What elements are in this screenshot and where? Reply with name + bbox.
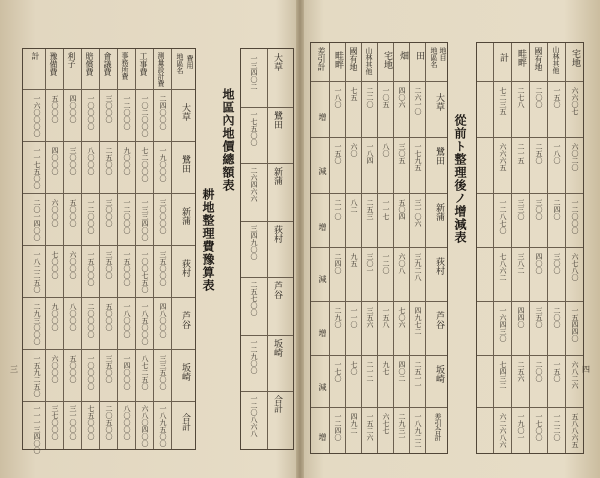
budget-cell: 八〇〇〇 xyxy=(69,303,77,331)
total-value: 一三四〇二 xyxy=(250,55,258,90)
change-cell: 減 xyxy=(318,383,327,391)
budget-row-name: 利子 xyxy=(67,52,76,68)
change-cell: 八〇 xyxy=(382,143,390,157)
budget-cell: 一五〇〇〇 xyxy=(87,251,95,286)
land-cell: 二四〇 xyxy=(553,199,561,220)
budget-cell: 五〇〇〇 xyxy=(69,199,77,227)
land-cell: 二五六 xyxy=(517,361,525,382)
land-cell: 三〇〇 xyxy=(535,199,543,220)
change-header: 大草 xyxy=(434,93,444,111)
change-row-name: 宅地 xyxy=(382,51,392,69)
change-cell: 五〇四 xyxy=(398,199,406,220)
land-row-name: 宅地 xyxy=(570,49,580,67)
change-cell: 六〇 xyxy=(350,143,358,157)
change-header: 坂崎 xyxy=(434,365,444,383)
land-cell: 六八二六 xyxy=(571,361,579,389)
change-cell: 六七七 xyxy=(382,413,390,434)
budget-row-name: 豫備費 xyxy=(49,52,58,76)
change-row-name: 國有地 xyxy=(349,47,358,71)
total-value: 一二〇八六八 xyxy=(250,395,258,437)
change-row-name: 畑 xyxy=(398,51,408,60)
budget-cell: 二九三〇〇〇 xyxy=(33,303,41,345)
change-cell: 二九〇 xyxy=(334,307,342,328)
land-cell: 二〇〇 xyxy=(535,87,543,108)
change-cell: 二一二 xyxy=(366,361,374,382)
budget-cell: 三三五〇〇 xyxy=(159,355,167,390)
budget-cell: 一八〇〇〇 xyxy=(123,303,131,338)
change-cell: 一八九二二 xyxy=(414,413,422,448)
change-cell: 三九二八 xyxy=(414,253,422,281)
total-header: 合計 xyxy=(272,395,282,413)
change-row-label: 地目 xyxy=(439,47,447,61)
change-cell: 七五 xyxy=(350,87,358,101)
change-cell: 四九七二 xyxy=(414,307,422,335)
budget-cell: 一八五〇〇〇 xyxy=(141,303,149,345)
budget-row-name: 計 xyxy=(31,52,40,60)
change-cell: 增 xyxy=(318,433,327,441)
change-cell: 九五 xyxy=(350,253,358,267)
land-cell: 三〇〇 xyxy=(553,253,561,274)
right-page-number: 四 xyxy=(582,365,590,374)
change-cell: 九七 xyxy=(382,361,390,375)
budget-cell: 四〇〇〇 xyxy=(69,95,77,123)
change-cell: 一五〇 xyxy=(334,143,342,164)
budget-cell: 七〇〇〇 xyxy=(51,251,59,279)
budget-cell: 一〇〇〇〇 xyxy=(87,95,95,130)
budget-cell: 六〇〇〇 xyxy=(51,355,59,383)
budget-cell: 一二〇〇〇 xyxy=(87,199,95,234)
change-cell: 八二 xyxy=(350,199,358,213)
budget-cell: 三五〇〇 xyxy=(105,251,113,279)
change-cell: 減 xyxy=(318,167,327,175)
budget-cell: 六〇〇〇 xyxy=(51,199,59,227)
change-cell: 六〇八 xyxy=(398,253,406,274)
budget-cell: 一四〇〇〇 xyxy=(123,355,131,390)
budget-cell: 三五〇〇〇 xyxy=(159,251,167,286)
change-cell: 三一〇六 xyxy=(414,199,422,227)
change-cell: 增 xyxy=(318,329,327,337)
change-cell: 二五一一 xyxy=(414,361,422,389)
total-header: 大草 xyxy=(272,53,282,71)
budget-header: 芦谷 xyxy=(180,311,190,329)
budget-header: 新蒲 xyxy=(180,207,190,225)
budget-cell: 一〇〇〇〇 xyxy=(87,355,95,390)
budget-cell: 一六〇〇〇〇 xyxy=(33,95,41,137)
change-row-name: 田 xyxy=(414,51,424,60)
budget-cell: 四八〇〇〇 xyxy=(159,303,167,338)
change-header: 差引合計 xyxy=(434,413,442,441)
land-cell: 三三〇 xyxy=(517,199,525,220)
land-cell: 一二〇〇〇 xyxy=(571,199,579,234)
budget-header: 大草 xyxy=(180,103,190,121)
change-cell: 四〇六 xyxy=(398,87,406,108)
budget-cell: 一五〇〇〇 xyxy=(123,251,131,286)
left-page xyxy=(10,18,296,460)
budget-cell: 三〇〇〇 xyxy=(105,199,113,227)
land-row-name: 山林其他 xyxy=(552,46,560,74)
budget-header: 坂崎 xyxy=(180,363,190,381)
budget-cell: 一二〇〇〇 xyxy=(123,95,131,130)
budget-cell: 五〇〇〇 xyxy=(105,303,113,331)
change-row-name: 畦畔 xyxy=(333,51,343,69)
change-table xyxy=(310,42,448,454)
land-cell: 一二八七〇 xyxy=(499,199,507,234)
change-cell: 七〇 xyxy=(350,361,358,375)
land-row-name: 國有地 xyxy=(534,47,543,71)
budget-cell: 一二〇〇〇 xyxy=(123,199,131,234)
land-cell: 一五〇 xyxy=(553,87,561,108)
budget-cell: 一八二二五〇 xyxy=(33,251,41,293)
budget-cell: 七二〇〇〇 xyxy=(141,147,149,182)
total-value: 二六四六六 xyxy=(250,167,258,202)
budget-cell: 二〇一四〇〇 xyxy=(33,199,41,241)
budget-row-name: 工事費 xyxy=(139,52,148,76)
budget-cell: 六八〇四〇〇 xyxy=(141,405,149,447)
change-cell: 一二〇 xyxy=(382,253,390,274)
change-cell: 二四〇 xyxy=(334,253,342,274)
land-cell: 二一五 xyxy=(517,143,525,164)
total-value-table xyxy=(240,48,294,450)
change-cell: 增 xyxy=(318,113,327,121)
change-header: 芦谷 xyxy=(434,311,444,329)
total-header: 荻村 xyxy=(272,225,282,243)
budget-cell: 九〇〇〇 xyxy=(51,303,59,331)
land-cell: 一六四三〇 xyxy=(499,307,507,342)
change-cell: 一一七 xyxy=(382,199,390,220)
budget-cell: 五〇〇〇 xyxy=(69,355,77,383)
land-cell: 四四〇 xyxy=(517,307,525,328)
budget-row-name: 事務所費 xyxy=(121,52,129,80)
budget-cell: 三五〇〇 xyxy=(105,355,113,383)
budget-cell: 一〇二〇〇〇 xyxy=(141,95,149,137)
land-cell: 六六六五 xyxy=(499,143,507,171)
land-area-table xyxy=(476,42,584,454)
budget-corner: 地區名 xyxy=(176,53,184,74)
change-cell: 一八四 xyxy=(366,143,374,164)
change-cell: 二九三一 xyxy=(398,413,406,441)
change-cell: 七〇六 xyxy=(398,307,406,328)
land-cell: 一二二〇 xyxy=(553,413,561,441)
change-cell: 三五六 xyxy=(366,307,374,328)
land-cell: 二七八 xyxy=(517,87,525,108)
change-cell: 四九二 xyxy=(350,413,358,434)
budget-cell: 三〇〇〇 xyxy=(105,95,113,123)
budget-table-title: 耕地整理費豫算表 xyxy=(201,188,215,292)
change-cell: 一五八 xyxy=(382,307,390,328)
total-table-title: 地區內地價總額表 xyxy=(221,88,235,192)
change-row-name: 山林其他 xyxy=(365,47,373,75)
land-cell: 二〇〇 xyxy=(535,361,543,382)
budget-cell: 四〇〇〇 xyxy=(51,147,59,175)
change-cell: 三〇一 xyxy=(366,253,374,274)
budget-cell: 二五〇〇 xyxy=(105,147,113,175)
change-cell: 二一〇 xyxy=(334,199,342,220)
budget-cell: 三七〇〇〇 xyxy=(51,405,59,440)
change-header: 鷺田 xyxy=(434,147,444,165)
budget-cell: 二〇五〇〇 xyxy=(105,405,113,440)
budget-cell: 一〇〇七五〇 xyxy=(141,251,149,293)
budget-cell: 一九〇〇〇 xyxy=(159,147,167,182)
total-header: 鷺田 xyxy=(272,111,282,129)
budget-table xyxy=(22,48,196,454)
budget-cell: 一八九五〇〇 xyxy=(159,405,167,447)
change-cell: 三〇五 xyxy=(398,143,406,164)
change-cell: 一一〇 xyxy=(350,307,358,328)
land-cell: 二〇〇 xyxy=(553,307,561,328)
land-row-name: 計 xyxy=(498,53,508,62)
change-cell: 一五二六 xyxy=(366,413,374,441)
budget-cell: 九〇〇〇 xyxy=(123,147,131,175)
budget-cell: 八七二五〇 xyxy=(141,355,149,390)
total-value: 一七五〇〇 xyxy=(250,111,258,146)
land-cell: 一九〇一 xyxy=(517,413,525,441)
change-cell: 一八〇 xyxy=(334,87,342,108)
land-cell: 一五四四〇 xyxy=(571,307,579,342)
budget-row-label: 費用 xyxy=(186,55,194,69)
land-cell: 六二六八六 xyxy=(499,413,507,448)
change-cell: 一七九五 xyxy=(414,143,422,171)
total-header: 坂崎 xyxy=(272,339,282,357)
total-value: 三四九〇〇 xyxy=(250,225,258,260)
budget-cell: 一一一三四〇〇 xyxy=(33,405,41,454)
budget-header: 合計 xyxy=(180,413,190,431)
change-cell: 一〇五 xyxy=(382,87,390,108)
land-cell: 七八六二 xyxy=(499,253,507,281)
land-cell: 四〇〇 xyxy=(535,253,543,274)
land-cell: 五八八六五 xyxy=(571,413,579,448)
budget-cell: 一三三四〇〇 xyxy=(141,199,149,241)
budget-header: 鷺田 xyxy=(180,155,190,173)
total-header: 新蒲 xyxy=(272,167,282,185)
budget-cell: 二〇〇〇〇 xyxy=(87,303,95,338)
budget-cell: 八〇〇〇〇 xyxy=(123,405,131,440)
change-cell: 增 xyxy=(318,223,327,231)
book-gutter xyxy=(296,0,304,478)
change-cell: 二六一〇 xyxy=(414,87,422,115)
land-cell: 三八二 xyxy=(517,253,525,274)
land-cell: 六六〇七 xyxy=(571,87,579,115)
total-value: 一二九〇〇 xyxy=(250,339,258,374)
budget-cell: 七五〇〇〇 xyxy=(87,405,95,440)
budget-cell: 二四〇〇〇 xyxy=(159,95,167,130)
change-header: 荻村 xyxy=(434,257,444,275)
change-cell: 一二四〇 xyxy=(334,413,342,441)
change-corner: 地區名 xyxy=(430,47,438,68)
land-cell: 七二三五 xyxy=(499,87,507,115)
budget-header: 荻村 xyxy=(180,259,190,277)
change-cell: 二二〇 xyxy=(366,87,374,108)
budget-cell: 一五九二五〇 xyxy=(33,355,41,397)
land-cell: 六七八〇 xyxy=(571,253,579,281)
change-cell: 減 xyxy=(318,275,327,283)
land-cell: 六〇二〇 xyxy=(571,143,579,171)
change-row-name: 差引計 xyxy=(317,47,326,71)
land-row-name: 畦畔 xyxy=(516,49,526,67)
land-cell: 三五〇 xyxy=(535,307,543,328)
budget-cell: 一一七五〇〇 xyxy=(33,147,41,189)
budget-row-name: 賠償費 xyxy=(85,52,94,76)
budget-row-name: 會議費 xyxy=(103,52,112,76)
land-cell: 一五〇 xyxy=(553,361,561,382)
budget-cell: 三〇〇〇 xyxy=(69,147,77,175)
total-value: 二五七〇〇 xyxy=(250,281,258,316)
land-cell: 二五〇 xyxy=(535,143,543,164)
budget-cell: 六〇〇〇 xyxy=(69,251,77,279)
change-table-title: 從前ト整理後ノ增減表 xyxy=(453,114,467,244)
change-header: 新蒲 xyxy=(434,203,444,221)
land-cell: 一七〇〇 xyxy=(535,413,543,441)
budget-row-name: 測量設計費 xyxy=(157,52,165,87)
change-cell: 二五三 xyxy=(366,199,374,220)
budget-cell: 八〇〇〇 xyxy=(87,147,95,175)
left-page-number: 三 xyxy=(10,365,18,374)
total-header: 芦谷 xyxy=(272,281,282,299)
change-cell: 一七〇 xyxy=(334,361,342,382)
change-cell: 四〇二 xyxy=(398,361,406,382)
budget-cell: 三一〇〇〇 xyxy=(69,405,77,440)
budget-cell: 三〇〇〇〇 xyxy=(159,199,167,234)
land-cell: 一八〇 xyxy=(553,143,561,164)
land-cell: 七四三二 xyxy=(499,361,507,389)
right-page xyxy=(304,18,590,460)
budget-cell: 五〇〇〇 xyxy=(51,95,59,123)
